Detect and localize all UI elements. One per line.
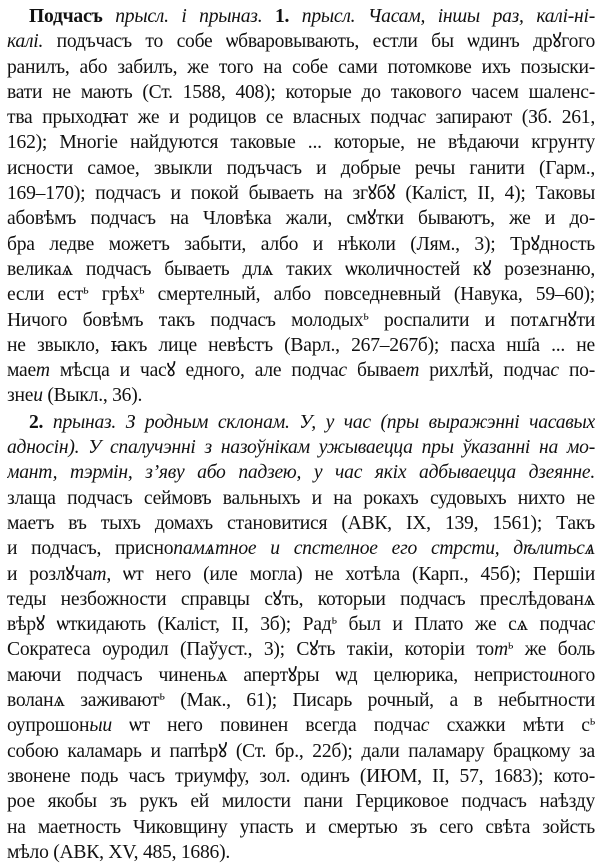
italic-run: и	[33, 385, 43, 407]
text-run: по-	[558, 360, 595, 382]
text-line	[7, 358, 595, 383]
text-run: 162); Многіе найдуются таковые ... которые, не вѣдаючи кгрунту	[7, 132, 595, 154]
text-run: абовѣмъ подчасъ на Чловѣка жали, смꙋтки бываютъ, же и до-	[7, 208, 595, 230]
text-run: , ѡт него (иле могла) не хотѣла (Карп., 45б); Першіи	[106, 563, 595, 585]
text-line	[7, 29, 595, 54]
italic-run: т	[493, 639, 508, 661]
italic-run: с	[420, 715, 430, 737]
text-line	[7, 383, 595, 408]
text-run: великаѧ подчасъ бываеть длѧ таких ѡколичностей кꙋ розезнаню,	[7, 258, 595, 280]
text-run: был и Плато же сѧ подча	[336, 614, 587, 636]
superscript-run: ь	[159, 688, 165, 703]
dictionary-entry	[7, 4, 595, 865]
sense-1	[7, 4, 595, 409]
bold-run: 2.	[29, 411, 44, 433]
text-run: теды незбожности справцы сꙋть, которыи подчасъ преслѣдованѧ	[7, 588, 595, 610]
italic-run: прысл. Часам, іншы раз, калі-ні-	[289, 6, 595, 27]
superscript-run: ь	[83, 282, 89, 297]
italic-run: мант, тэрмін, з’яву або падзею, у час якіх адбываецца дзеянне.	[7, 462, 595, 484]
text-line	[7, 55, 595, 80]
text-run: запирают (Зб. 261,	[425, 107, 595, 129]
italic-run: т	[35, 360, 50, 382]
text-line	[7, 486, 595, 511]
text-run: Ничого бовѣмъ такъ подчасъ молодых	[7, 309, 364, 331]
text-line	[7, 80, 595, 105]
text-line	[7, 637, 595, 662]
text-run: 169–170); подчасъ и покой бываеть на згꙋбꙋ (Каліст, II, 4); Таковы	[7, 183, 595, 205]
superscript-run: ь	[331, 612, 337, 627]
text-line	[7, 663, 595, 688]
italic-run: и	[548, 664, 559, 686]
text-line	[7, 688, 595, 713]
text-run: не звыкло, ꙗкъ лице невѣстъ (Варл., 267–267б); пасха нш҃а ... не	[7, 334, 595, 356]
text-run: вати не мають (Ст. 1588, 408); которые до таковог	[7, 81, 452, 103]
text-run: и розлꙋча	[7, 563, 93, 585]
text-line	[7, 612, 595, 637]
text-run: вѣрꙋ ѡткидають (Каліст, II, 3б); Рад	[7, 614, 332, 636]
italic-run: о	[451, 81, 462, 103]
text-run: рое якобы зъ рукъ ей милости пани Герциковое подчасъ наѣзду	[7, 791, 595, 813]
text-run: злаща подчасъ сеймовъ вальныхъ и на рокахъ судовыхъ нихто не	[7, 487, 595, 509]
text-run: (Выкл., 36).	[42, 385, 143, 407]
text-line	[7, 536, 595, 561]
sense-2	[7, 410, 595, 865]
text-run: на маетность Чиковщину упасть и смертью зъ сего свѣта зойсть	[7, 816, 595, 838]
superscript-run: ь	[507, 637, 514, 652]
superscript-run: ь	[589, 713, 595, 728]
text-run: же боль	[513, 639, 595, 661]
text-line	[7, 257, 595, 282]
italic-run: с	[550, 360, 559, 382]
italic-run: адносін). У спалучэнні з назоўнікам ужываецца пры ўказанні на мо-	[7, 437, 595, 459]
text-run: собою каламарь и папѣрꙋ (Ст. бр., 22б); дали паламару брацкому за	[7, 740, 595, 762]
text-run: (Мак., 61); Писарь рочный, а в небытности	[164, 690, 595, 712]
text-run: бывае	[346, 360, 406, 382]
text-line	[7, 562, 595, 587]
text-run: смертелный, албо повседневный (Навука, 59–60);	[144, 284, 595, 306]
italic-run: т	[92, 563, 107, 585]
text-run: мѣло (АВК, XV, 485, 1686).	[7, 841, 230, 863]
bold-run: 1.	[274, 6, 290, 27]
text-run: ѡт него повинен всегда подча	[111, 715, 421, 737]
text-run: подъчасъ то собе ѡбваровывають, естли бы ѡдинъ дрꙋгого	[43, 31, 595, 53]
text-run: Сократеса оуродил (Паўуст., 3); Сꙋть такіи, которіи то	[7, 639, 494, 661]
text-line	[7, 713, 595, 738]
text-run: ного	[558, 664, 595, 686]
text-run: ранилъ, або забилъ, же того на собе сами потомкове ихъ позыски-	[7, 56, 595, 78]
text-run: грѣх	[88, 284, 140, 306]
text-line	[7, 587, 595, 612]
italic-run: т	[405, 360, 420, 382]
text-run: воланѧ заживают	[7, 690, 160, 712]
text-run: схажки мѣти с	[429, 715, 590, 737]
text-line	[7, 789, 595, 814]
bold-run: Подчасъ	[29, 6, 103, 27]
text-run: часем шаленс-	[461, 81, 595, 103]
text-run: оупрошон	[7, 715, 90, 737]
italic-run: памѧтное и спстелное его стрсти, дѣлитьсѧ	[173, 538, 595, 560]
text-line	[7, 156, 595, 181]
superscript-run: ь	[139, 282, 145, 297]
italic-run: с	[417, 107, 426, 129]
text-line	[7, 764, 595, 789]
text-run: и подчасъ, присно	[7, 538, 174, 560]
italic-run: (пры выражэнні часавых	[380, 411, 595, 433]
italic-run: с	[338, 360, 347, 382]
italic-run: калі.	[7, 31, 44, 53]
text-line	[7, 840, 595, 865]
italic-run: прысл. і прыназ.	[102, 6, 275, 27]
text-run: исности самое, звыкли подъчасъ и добрые речы ганити (Гарм.,	[7, 157, 595, 179]
text-run: роспалити и потѧгнꙋти	[368, 309, 595, 331]
text-line	[7, 232, 595, 257]
text-line	[7, 333, 595, 358]
text-line	[7, 739, 595, 764]
text-line	[7, 4, 595, 29]
text-line	[7, 130, 595, 155]
text-run: зне	[7, 385, 34, 407]
text-line	[7, 511, 595, 536]
text-line	[7, 181, 595, 206]
text-line	[7, 206, 595, 231]
text-line	[7, 410, 595, 435]
italic-run: прыназ. З родным склонам. У, у час	[43, 411, 381, 433]
text-run: если ест	[7, 284, 84, 306]
text-line	[7, 815, 595, 840]
text-line	[7, 460, 595, 485]
text-run: рихлѣй, подча	[419, 360, 551, 382]
text-run: тва прыходꙗт же и родицов се власных подча	[7, 107, 418, 129]
text-line	[7, 282, 595, 307]
superscript-run: ь	[363, 307, 369, 322]
text-run: маючи подчасъ чиненьѧ апертꙋры ѡд целюрика, непристо	[7, 664, 549, 686]
text-run: бра ледве можетъ забыти, албо и нѣколи (Лям., 3); Трꙋдность	[7, 233, 595, 255]
text-run: маетъ въ тыхъ домахъ становитися (АВК, IX, 139, 1561); Такъ	[7, 512, 595, 534]
text-run: мае	[7, 360, 36, 382]
italic-run: с	[586, 614, 595, 636]
text-run: звонене подь часъ триумфу, зол. одинъ (ИЮМ, II, 57, 1683); кото-	[7, 765, 595, 787]
text-line	[7, 105, 595, 130]
italic-run: ыи	[89, 715, 112, 737]
text-run: мѣсца и часꙋ едного, але подча	[49, 360, 339, 382]
text-line	[7, 308, 595, 333]
text-line	[7, 435, 595, 460]
